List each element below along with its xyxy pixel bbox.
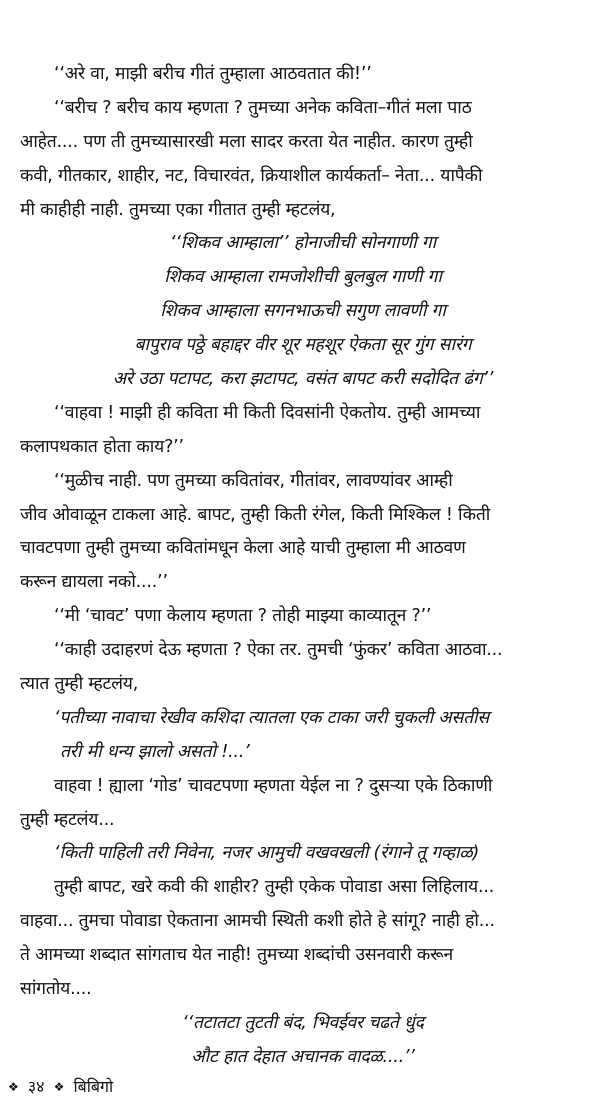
verse-line: शिकव आम्हाला रामजोशीची बुलबुल गाणी गा [164,267,442,288]
text-line: ‘‘काही उदाहरणं देऊ म्हणता ? ऐका तर. तुमची ‘फुंकर’ कविता आठवा... [54,640,503,661]
diamond-icon: ❖ [8,1080,19,1094]
page-body-text [20,58,586,1075]
text-line: ‘‘अरे वा, माझी बरीच गीतं तुम्हाला आठवतात की!’’ [54,64,372,84]
verse-line: ‘‘तटातटा तुटती बंद, भिवईवर चढते धुंद [182,1012,424,1033]
text-line: तुम्ही बापट, खरे कवी की शाहीर? तुम्ही एकेक पोवाडा असा लिहिलाय... [54,877,495,898]
verse-line: बापुराव पठ्ठे बहाद्दर वीर शूर महशूर ऐकता सूर गुंग सारंग [134,335,472,356]
text-line: चावटपणा तुम्ही तुमच्या कवितांमधून केला आहे याची तुम्हाला मी आठवण [20,538,466,559]
text-line: ‘‘मी ‘चावट’ पणा केलाय म्हणता ? तोही माझ्या काव्यातून ?’’ [54,606,432,627]
text-line: त्यात तुम्ही म्हटलंय, [20,674,139,695]
verse-line: शिकव आम्हाला सगनभाऊची सगुण लावणी गा [160,301,446,322]
text-line: वाहवा ! ह्याला ‘गोड’ चावटपणा म्हणता येईल ना ? दुसऱ्या एके ठिकाणी [54,775,493,796]
text-line: कवी, गीतकार, शाहीर, नट, विचारवंत, क्रियाशील कार्यकर्ता– नेता... यापैकी [20,165,483,186]
text-line: तुम्ही म्हटलंय... [20,809,115,830]
text-line: मी काहीही नाही. तुमच्या एका गीतात तुम्ही म्हटलंय, [20,199,336,220]
page-number: ३४ [27,1077,45,1096]
text-line: वाहवा... तुमचा पोवाडा ऐकताना आमची स्थिती कशी होते हे सांगू? नाही हो... [20,911,495,932]
text-line: ते आमच्या शब्दात सांगताच येत नाही! तुमच्या शब्दांची उसनवारी करून [20,945,454,966]
text-line: ‘‘मुळीच नाही. पण तुमच्या कवितांवर, गीतांवर, लावण्यांवर आम्ही [54,470,453,491]
page-footer [4,1076,113,1098]
diamond-icon: ❖ [53,1080,65,1094]
verse-line: तरी मी धन्य झालो असतो !...’ [60,741,250,762]
verse-line: ‘‘शिकव आम्हाला’’ होनाजीची सोनगाणी गा [170,233,436,254]
text-line: ‘‘वाहवा ! माझी ही कविता मी किती दिवसांनी ऐकतोय. तुम्ही आमच्या [54,402,481,423]
book-title: बिबिगो [73,1077,114,1096]
verse-line: ‘पतीच्या नावाचा रेखीव कशिदा त्यातला एक टाका जरी चुकली असतीस [54,707,490,728]
text-line: ‘‘बरीच ? बरीच काय म्हणता ? तुमच्या अनेक कविता–गीतं मला पाठ [54,97,472,118]
verse-line: ‘किती पाहिली तरी निवेना, नजर आमुची वखवखली (रंगाने तू गव्हाळ) [54,843,480,864]
verse-line: औट हात देहात अचानक वादळ....’’ [191,1046,415,1067]
text-line: आहेत.... पण ती तुमच्यासारखी मला सादर करता येत नाहीत. कारण तुम्ही [20,131,473,152]
text-line: करून द्यायला नको....’’ [20,572,168,593]
text-line: जीव ओवाळून टाकला आहे. बापट, तुम्ही किती रंगेल, किती मिश्किल ! किती [20,504,491,525]
text-line: कलापथकात होता काय?’’ [20,436,184,457]
verse-line: अरे उठा पटापट, करा झटापट, वसंत बापट करी सदोदित ढंग’’ [112,369,494,390]
text-line: सांगतोय.... [20,979,92,1000]
